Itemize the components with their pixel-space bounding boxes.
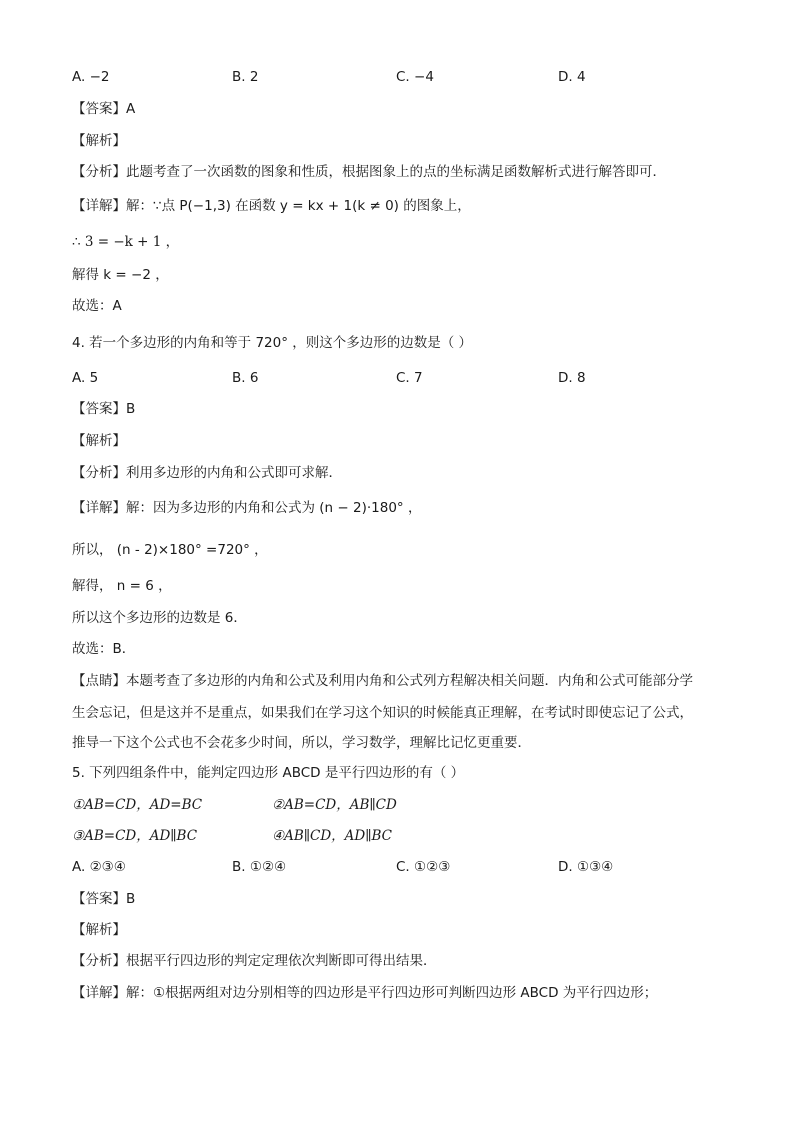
q4-fenxi: 【分析】利用多边形的内角和公式即可求解． bbox=[72, 465, 342, 481]
q4-answer: 【答案】B bbox=[72, 401, 136, 417]
q5-condition-2: ②AB=CD，AB∥CD bbox=[272, 797, 397, 813]
q4-step2: 解得， n = 6 ， bbox=[72, 578, 172, 594]
q4-option-a: A. 5 bbox=[72, 370, 99, 386]
q3-option-b: B. 2 bbox=[232, 69, 259, 85]
q3-step2: 解得 k = −2 ， bbox=[72, 267, 169, 283]
q4-option-d: D. 8 bbox=[558, 370, 586, 386]
q5-analysis-heading: 【解析】 bbox=[72, 922, 126, 938]
q4-comment-line2: 生会忘记，但是这并不是重点，如果我们在学习这个知识的时候能真正理解，在考试时即使忘记了公式， bbox=[72, 705, 693, 721]
q4-analysis-heading: 【解析】 bbox=[72, 433, 126, 449]
q4-choose: 故选：B． bbox=[72, 641, 136, 657]
q3-answer: 【答案】A bbox=[72, 101, 136, 117]
q4-comment-line3: 推导一下这个公式也不会花多少时间，所以，学习数学，理解比记忆更重要． bbox=[72, 735, 531, 751]
q4-detail: 【详解】解：因为多边形的内角和公式为 (n − 2)·180° ， bbox=[72, 500, 422, 516]
q4-stem: 4. 若一个多边形的内角和等于 720° ，则这个多边形的边数是（ ） bbox=[72, 335, 473, 351]
q4-step1: 所以， (n - 2)×180° =720° ， bbox=[72, 542, 268, 558]
q3-option-c: C. −4 bbox=[396, 69, 434, 85]
q5-condition-4: ④AB∥CD，AD∥BC bbox=[272, 828, 392, 844]
q5-option-c: C. ①②③ bbox=[396, 859, 451, 875]
q3-analysis-heading: 【解析】 bbox=[72, 133, 126, 149]
q5-option-b: B. ①②④ bbox=[232, 859, 287, 875]
q5-condition-1: ①AB=CD，AD=BC bbox=[72, 797, 203, 813]
q3-choose: 故选：A bbox=[72, 298, 122, 314]
q5-stem: 5. 下列四组条件中，能判定四边形 ABCD 是平行四边形的有（ ） bbox=[72, 765, 465, 781]
q5-condition-3: ③AB=CD，AD∥BC bbox=[72, 828, 198, 844]
q3-option-a: A. −2 bbox=[72, 69, 110, 85]
q5-fenxi: 【分析】根据平行四边形的判定定理依次判断即可得出结果． bbox=[72, 953, 437, 969]
q5-option-a: A. ②③④ bbox=[72, 859, 126, 875]
q5-option-d: D. ①③④ bbox=[558, 859, 614, 875]
q3-fenxi: 【分析】此题考查了一次函数的图象和性质，根据图象上的点的坐标满足函数解析式进行解答即可． bbox=[72, 164, 666, 180]
q3-option-d: D. 4 bbox=[558, 69, 586, 85]
q4-step3: 所以这个多边形的边数是 6． bbox=[72, 610, 247, 626]
q5-detail: 【详解】解：①根据两组对边分别相等的四边形是平行四边形可判断四边形 ABCD 为平行四边形； bbox=[72, 985, 658, 1001]
q4-option-b: B. 6 bbox=[232, 370, 259, 386]
q4-option-c: C. 7 bbox=[396, 370, 423, 386]
q5-answer: 【答案】B bbox=[72, 891, 136, 907]
q3-detail: 【详解】解：∵点 P(−1,3) 在函数 y = kx + 1(k ≠ 0) 的图象上， bbox=[72, 198, 471, 214]
q4-comment-line1: 【点睛】本题考查了多边形的内角和公式及利用内角和公式列方程解决相关问题．内角和公式可能部分学 bbox=[72, 673, 693, 689]
q3-step1: ∴ 3 = −k + 1 ， bbox=[72, 234, 180, 250]
